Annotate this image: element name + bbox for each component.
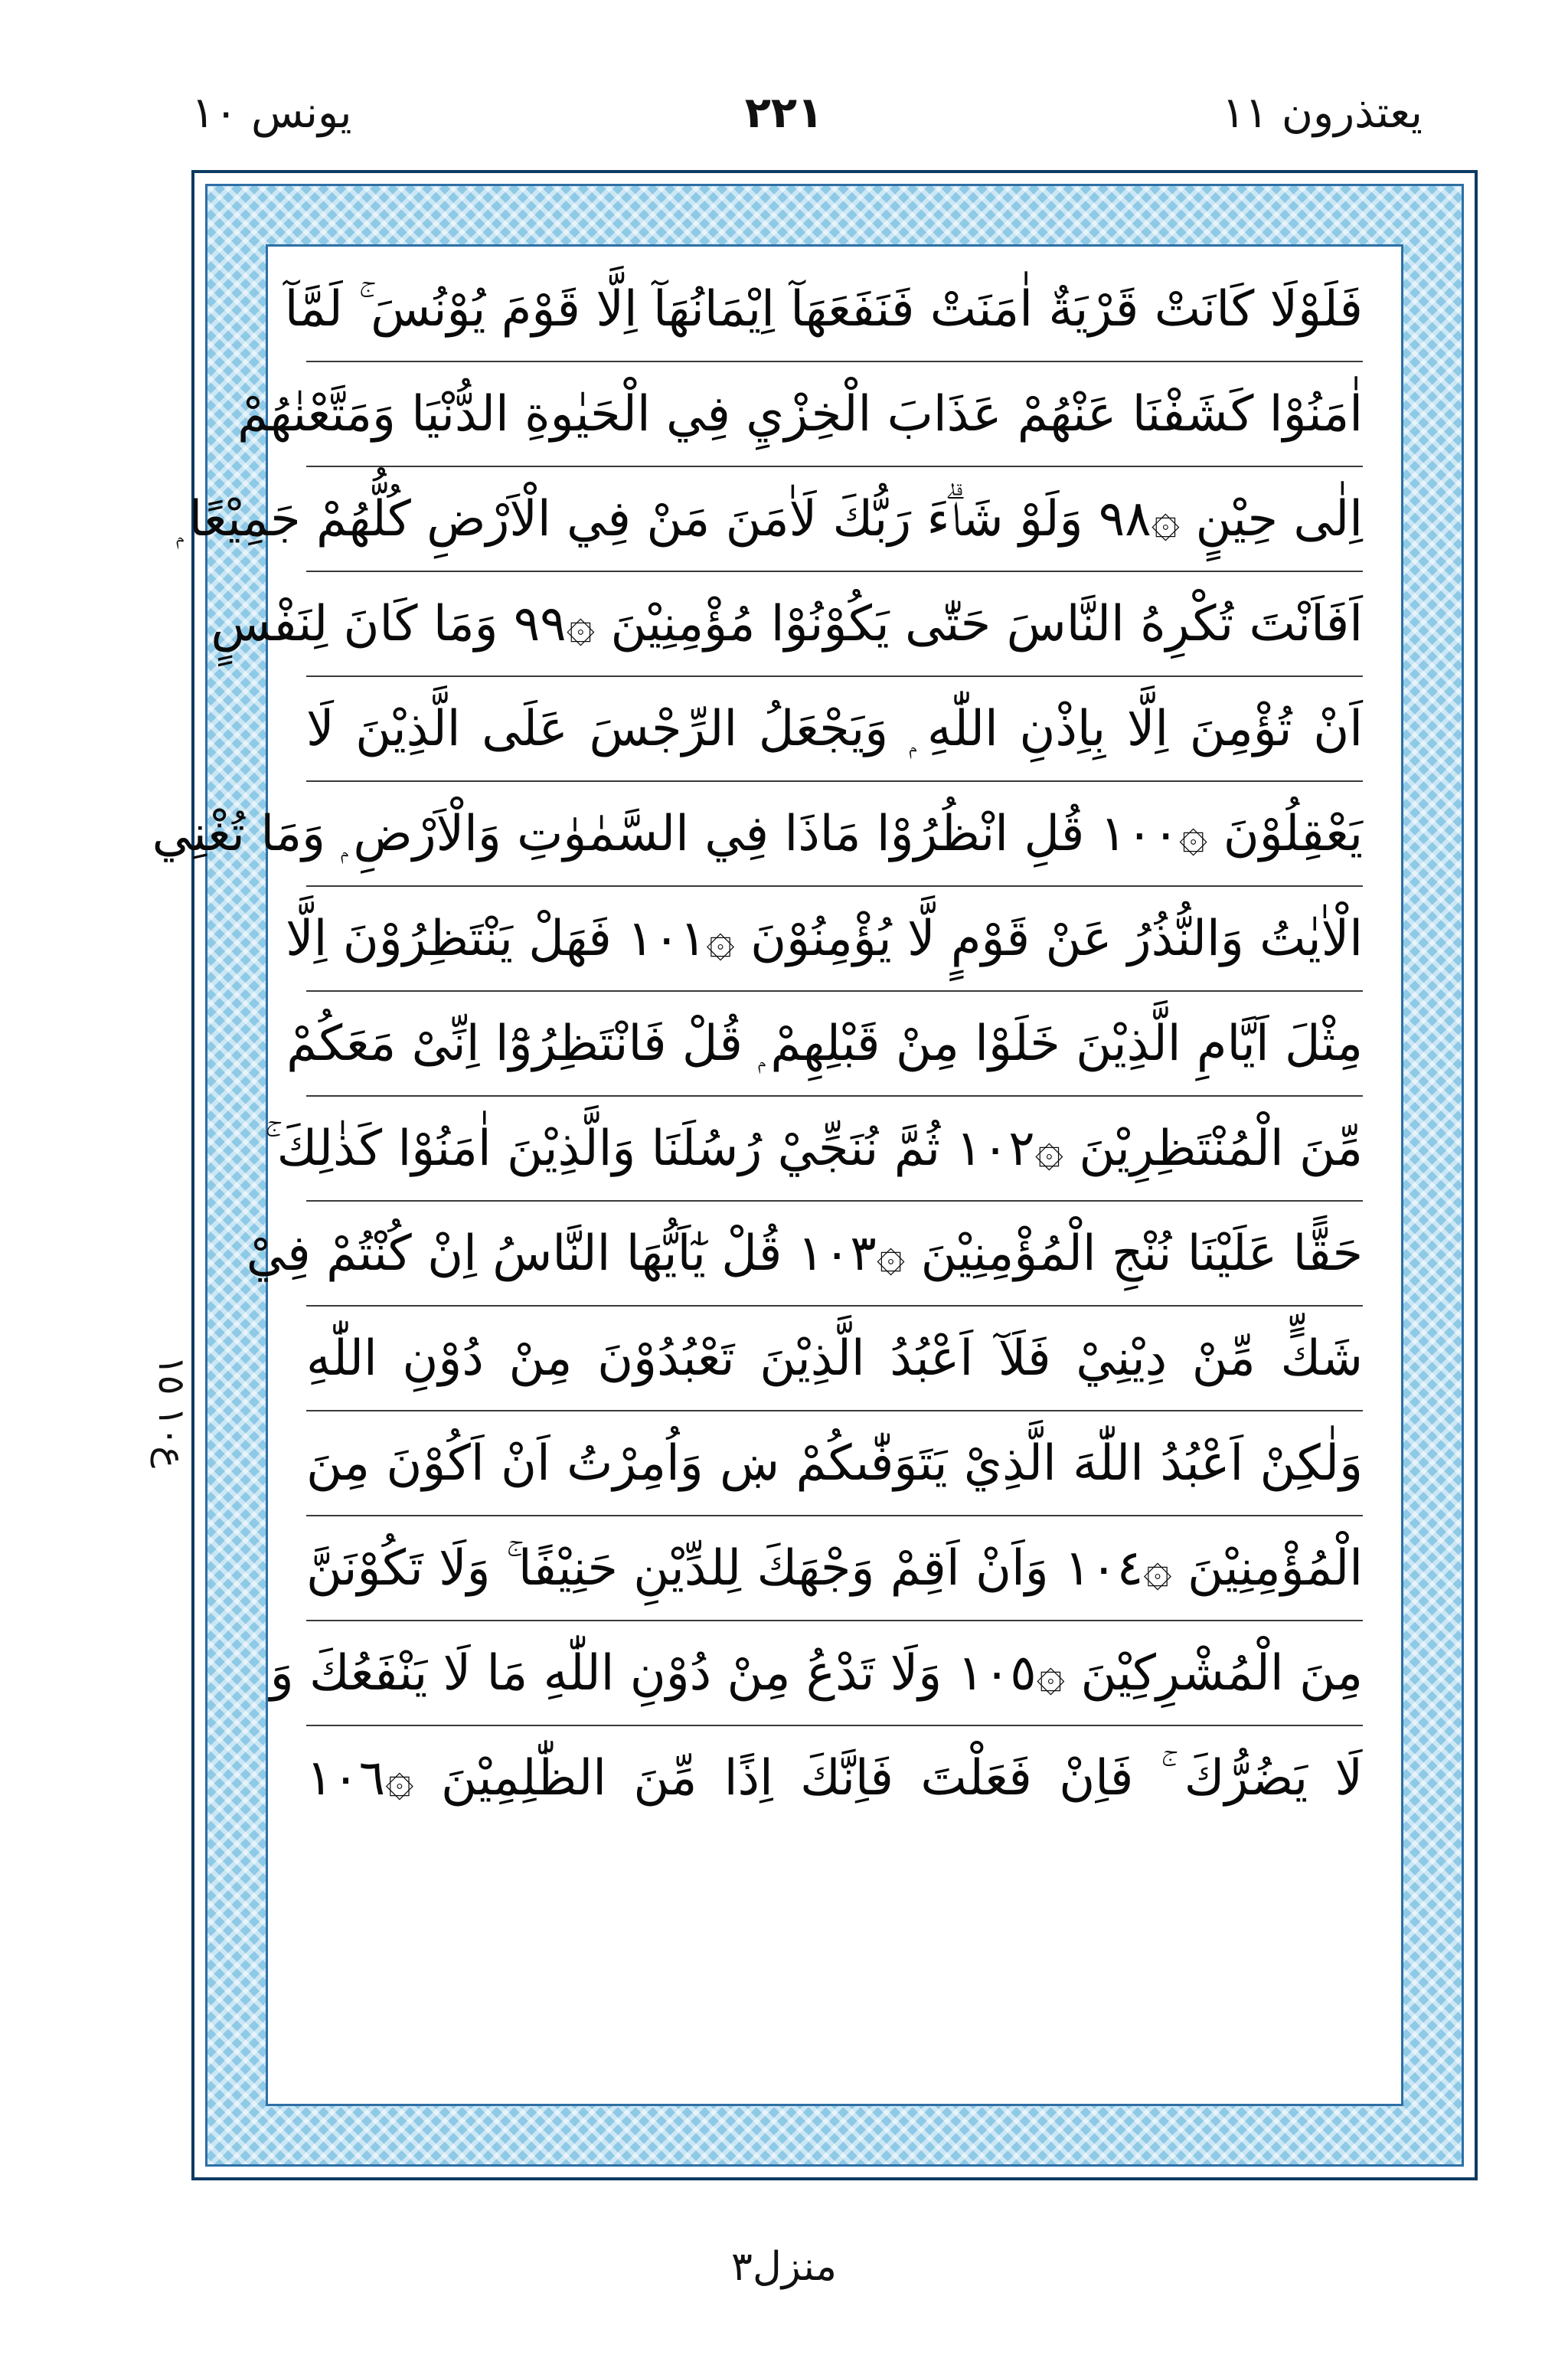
text-line-11: شَكٍّ مِّنْ دِيْنِيْ فَلَآ اَعْبُدُ الَّذِيْنَ تَعْبُدُوْنَ مِنْ دُوْنِ اللّٰهِ (306, 1307, 1363, 1411)
text-line-12: وَلٰكِنْ اَعْبُدُ اللّٰهَ الَّذِيْ يَتَوَفّٰىكُمْ ښ وَاُمِرْتُ اَنْ اَكُوْنَ مِنَ (306, 1411, 1363, 1516)
manzil-footer: منزل٣ (731, 2244, 837, 2290)
ruku-margin-note: ع١٠ ١٥ (150, 1356, 193, 1469)
text-line-7: الْاٰيٰتُ وَالنُّذُرُ عَنْ قَوْمٍ لَّا يُؤْمِنُوْنَ ۞١٠١ فَهَلْ يَنْتَظِرُوْنَ اِلَّا (306, 887, 1363, 992)
text-line-15: لَا يَضُرُّكَ ۚ فَاِنْ فَعَلْتَ فَاِنَّكَ اِذًا مِّنَ الظّٰلِمِيْنَ ۞١٠٦ (306, 1750, 1363, 1807)
text-line-1: فَلَوْلَا كَانَتْ قَرْيَةٌ اٰمَنَتْ فَنَفَعَهَآ اِيْمَانُهَآ اِلَّا قَوْمَ يُوْنُسَ ۚ لَمَّآ (306, 257, 1363, 362)
page-number: ٢٢١ (744, 88, 824, 138)
text-line-13: الْمُؤْمِنِيْنَ ۞١٠٤ وَاَنْ اَقِمْ وَجْهَكَ لِلدِّيْنِ حَنِيْفًا ۚ وَلَا تَكُوْنَنَّ (306, 1516, 1363, 1621)
text-line-3: اِلٰى حِيْنٍ ۞٩٨ وَلَوْ شَاۗءَ رَبُّكَ لَاٰمَنَ مَنْ فِي الْاَرْضِ كُلُّهُمْ جَمِيْعًا ۭ (306, 467, 1363, 572)
juz-name-header: يعتذرون ١١ (1221, 88, 1423, 138)
text-line-9: مِّنَ الْمُنْتَظِرِيْنَ ۞١٠٢ ثُمَّ نُنَجِّيْ رُسُلَنَا وَالَّذِيْنَ اٰمَنُوْا كَذٰلِكَ ۚ (306, 1097, 1363, 1202)
text-line-4: اَفَاَنْتَ تُكْرِهُ النَّاسَ حَتّٰى يَكُوْنُوْا مُؤْمِنِيْنَ ۞٩٩ وَمَا كَانَ لِنَفْسٍ (306, 572, 1363, 677)
text-line-5: اَنْ تُؤْمِنَ اِلَّا بِاِذْنِ اللّٰهِ ۭ وَيَجْعَلُ الرِّجْسَ عَلَى الَّذِيْنَ لَا (306, 677, 1363, 782)
text-line-14: مِنَ الْمُشْرِكِيْنَ ۞١٠٥ وَلَا تَدْعُ مِنْ دُوْنِ اللّٰهِ مَا لَا يَنْفَعُكَ وَ (306, 1621, 1363, 1726)
text-line-6: يَعْقِلُوْنَ ۞١٠٠ قُلِ انْظُرُوْا مَاذَا فِي السَّمٰوٰتِ وَالْاَرْضِ ۭ وَمَا تُغْنِي (306, 782, 1363, 887)
text-line-8: مِثْلَ اَيَّامِ الَّذِيْنَ خَلَوْا مِنْ قَبْلِهِمْ ۭ قُلْ فَانْتَظِرُوْٓا اِنِّىْ مَعَكُمْ (306, 992, 1363, 1097)
surah-name-header: يونس ١٠ (191, 88, 352, 138)
text-line-10: حَقًّا عَلَيْنَا نُنْجِ الْمُؤْمِنِيْنَ ۞١٠٣ قُلْ يٰٓاَيُّهَا النَّاسُ اِنْ كُنْتُمْ فِيْ (306, 1202, 1363, 1307)
text-line-2: اٰمَنُوْا كَشَفْنَا عَنْهُمْ عَذَابَ الْخِزْيِ فِي الْحَيٰوةِ الدُّنْيَا وَمَتَّعْنٰهُمْ (306, 362, 1363, 467)
